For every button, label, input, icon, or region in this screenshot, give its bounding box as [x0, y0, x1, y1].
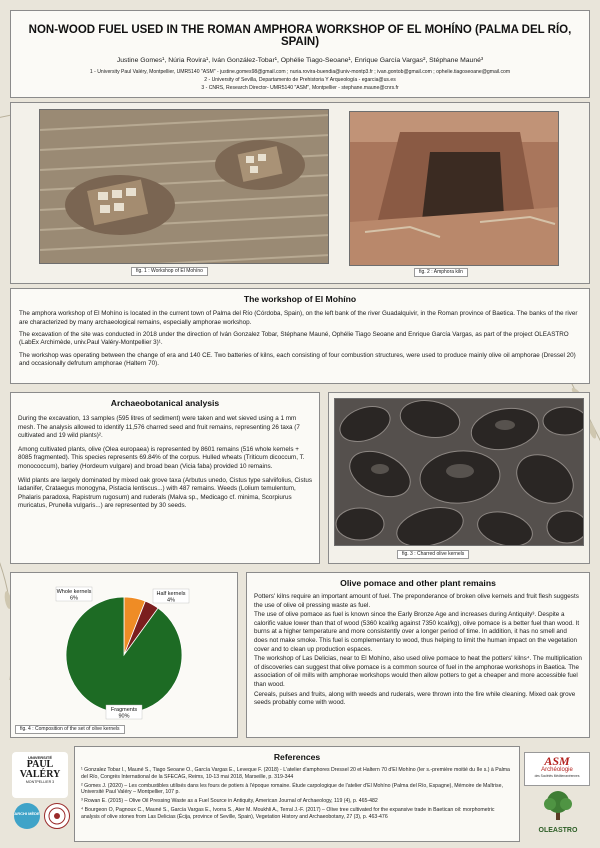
archaeobotany-paragraph-3: Wild plants are largely dominated by mixed oak grove taxa (Arbutus unedo, Cistus type salviifolius, Cistus ladanifer, Crataegus monogyna, Pistacia lentiscus...) with 487 remains. Weeds (Lolium temulentum, Phalaris paradoxa, Rapistrum rugosum) and ruderals (Malva sp., Medicago cf. minima, Scorpiurus muricatus, Prunella vulgaris...) are represented by 30 seeds. [18, 476, 312, 510]
fig2-kiln-photo [349, 111, 559, 266]
pomace-panel [246, 572, 590, 738]
pie-label-whole-kernels: Whole kernels 6% [56, 589, 92, 602]
workshop-paragraph-3: The workshop was operating between the change of era and 140 CE. Two batteries of kilns, each consisting of four combustion structures, were used to produce mainly olive oil amphorae (Dressel 20) and occasionally defrutum amphorae (Haltern 70). [19, 351, 576, 368]
fig1-workshop-photo [39, 109, 329, 264]
fig3-panel [328, 392, 590, 564]
title-panel [10, 10, 590, 98]
archaeobotany-paragraph-1: During the excavation, 13 samples (595 litres of sediment) were taken and wet sieved using a 1 mm mesh. The analysis allowed to identify 11,576 charred seed and fruit remains, representing 26 taxa (7 cultivated and 19 wild plants)². [18, 415, 300, 440]
pie-label-half-kernels: Half kernels 4% [156, 591, 186, 604]
asm-logo: ASM Archéologie des Sociétés Méditerranéennes [524, 752, 590, 786]
fig4-chart-panel [10, 572, 238, 738]
references-heading: References [273, 752, 321, 762]
fig1-caption: fig. 1 : Workshop of El Mohíno [131, 267, 208, 276]
poster-title: NON-WOOD FUEL USED IN THE ROMAN AMPHORA WORKSHOP OF EL MOHÍNO (PALMA DEL RÍO, SPAIN) [28, 24, 572, 48]
olive-tree-icon [538, 790, 578, 822]
references-panel [74, 746, 520, 842]
authors: Justine Gomes¹, Núria Rovira¹, Iván González-Tobar¹, Ophélie Tiago-Seoane¹, Enrique García Vargas², Stéphane Mauné³ [116, 57, 484, 64]
workshop-paragraph-2: The excavation of the site was conducted in 2018 under the direction of Iván Gonzalez Tobar, Stéphane Mauné, Ophélie Tiago Seoane and Enrique García Vargas, as part of the project OLEASTRO (LabEx Archimède, univ.Paul Valéry-Montpellier 3)¹. [19, 330, 569, 347]
oleastro-logo: OLEASTRO [530, 790, 586, 838]
reference-2: ² Gomes J. (2020) – Les combustibles utilisés dans les fours de potiers à l'époque romaine. Étude carpologique de l'atelier d'El Mohíno (Palma del Río, Espagne), Mémoire de Maîtrise, Université Paul Valéry – Montpellier, 107 p. [81, 782, 503, 796]
archimede-logo: ARCHI MÈDE [14, 803, 40, 829]
workshop-panel [10, 288, 590, 384]
pomace-heading: Olive pomace and other plant remains [340, 578, 496, 588]
archaeobotany-heading: Archaeobotanical analysis [110, 398, 220, 408]
workshop-paragraph-1: The amphora workshop of El Mohíno is located in the current town of Palma del Río (Córdoba, Spain), on the left bank of the river Guadalquivir, in the Roman province of Baetica. The banks of the river are characterized by many archaeological remains, especially amphorae workshop. [19, 310, 578, 326]
archaeobotany-paragraph-2: Among cultivated plants, olive (Olea europaea) is represented by 8601 remains (516 whole kernels + 8085 fragmented). This species represents 69.84% of the corpus. Hulled wheats (Triticum dicoccum, T. monococcum), barley (Hordeum vulgare) and broad bean (Vicia faba) provided 10 remains. [18, 445, 305, 470]
university-seal-logo [44, 803, 70, 829]
pie-label-fragments: Fragments 90% [110, 707, 138, 720]
upv-logo: UNIVERSITÉ PAUL VALÉRY MONTPELLIER 3 [12, 752, 68, 798]
archaeobotany-panel [10, 392, 320, 564]
pomace-paragraph-3: The workshop of Las Delicias, near to El Mohíno, also used olive pomace to heat the potters' kilns⁴. The multiplication of discoveries can suggest that olive pomace is a common source of fuel in the amphorae workshops in Baetica. The association of oil mills with amphorae workshops would then allow potters to get a cheaper and more accessible fuel than wood. [254, 655, 582, 688]
pomace-paragraph-4: Cereals, pulses and fruits, along with weeds and ruderals, were thrown into the fire while cleaning. Mixed oak grove seeds probably come with wood. [254, 690, 576, 707]
workshop-heading: The workshop of El Mohíno [243, 294, 357, 304]
affiliation-3: 3 - CNRS, Research Director- UMR5140 "ASM", Montpellier - stephane.maune@cnrs.fr [201, 85, 399, 91]
fig3-kernels-photo [334, 398, 584, 546]
fig3-caption: fig. 3 : Charred olive kernels [397, 550, 469, 559]
olive-kernel-pie-chart [11, 573, 237, 723]
pomace-paragraph-2: The use of olive pomace as fuel is known since the Early Bronze Age and increases during Antiquity³. Despite a calorific value lower than that of wood (5360 kcal/kg against 7350 kcal/kg), olive pomace is a better fuel than wood. It burns at a higher temperature and more consistently over a longer period of time. In addition, it has no smell and does not make smoke. This fuel is complementary to wood, thus helping to limit the human impact on the vegetation cover and to clean up production espaces. [254, 611, 580, 653]
figures-panel [10, 102, 590, 284]
affiliation-2: 2 - University of Sevilla, Departamento de Prehistoria Y Arqueología - egarcia@us.es [204, 77, 396, 83]
affiliation-1: 1 - University Paul Valéry, Montpellier, UMR5140 "ASM" - justine.gomes98@gmail.com ; nuria.rovira-buendia@univ-montp3.fr ; ivan.gontob@gmail.com ; ophelie.tiagoseoane@gmail.com [89, 69, 511, 75]
pie-slice-fragments [66, 597, 182, 713]
pomace-paragraph-1: Potters' kilns require an important amount of fuel. The preponderance of broken olive kernels and fruit flesh suggests the use of olive oil pressing waste as fuel. [254, 593, 579, 609]
reference-1: ¹ Gonzalez Tobar I., Mauné S., Tiago Seoane O., García Vargas E., Leveque F. (2018) - L'atelier d'amphores Dressel 20 et Haltern 70 d'El Mohíno (Ier s.-première moitié du IIe s.) à Palma del Río, Congrès International de la SFECAG, Reims, 10-13 mai 2018, Marseille, p. 319-344 [81, 767, 510, 780]
reference-3: ³ Rowan E. (2015) – Olive Oil Pressing Waste as a Fuel Source in Antiquity, American Journal of Archaeology, 119 (4), p. 465-482 [81, 798, 378, 805]
fig2-caption: fig. 2 : Amphora kiln [414, 268, 468, 277]
reference-4: ⁴ Bourgeon O, Pagnoux C., Mauné S., García Vargas E., Ivorra S., Ater M. Moukhli A., Terral J.-F. (2017) – Olive tree cultivated for the expansive trade in Baetican oil: morphometric analysis of olive stones from Las Delicias (Écija, province of Seville, Spain), Vegetation History and Archaeobotany, 27 (3), p. 463-476 [81, 807, 495, 821]
fig4-caption: fig. 4 : Composition of the set of olive kernels [15, 725, 125, 734]
